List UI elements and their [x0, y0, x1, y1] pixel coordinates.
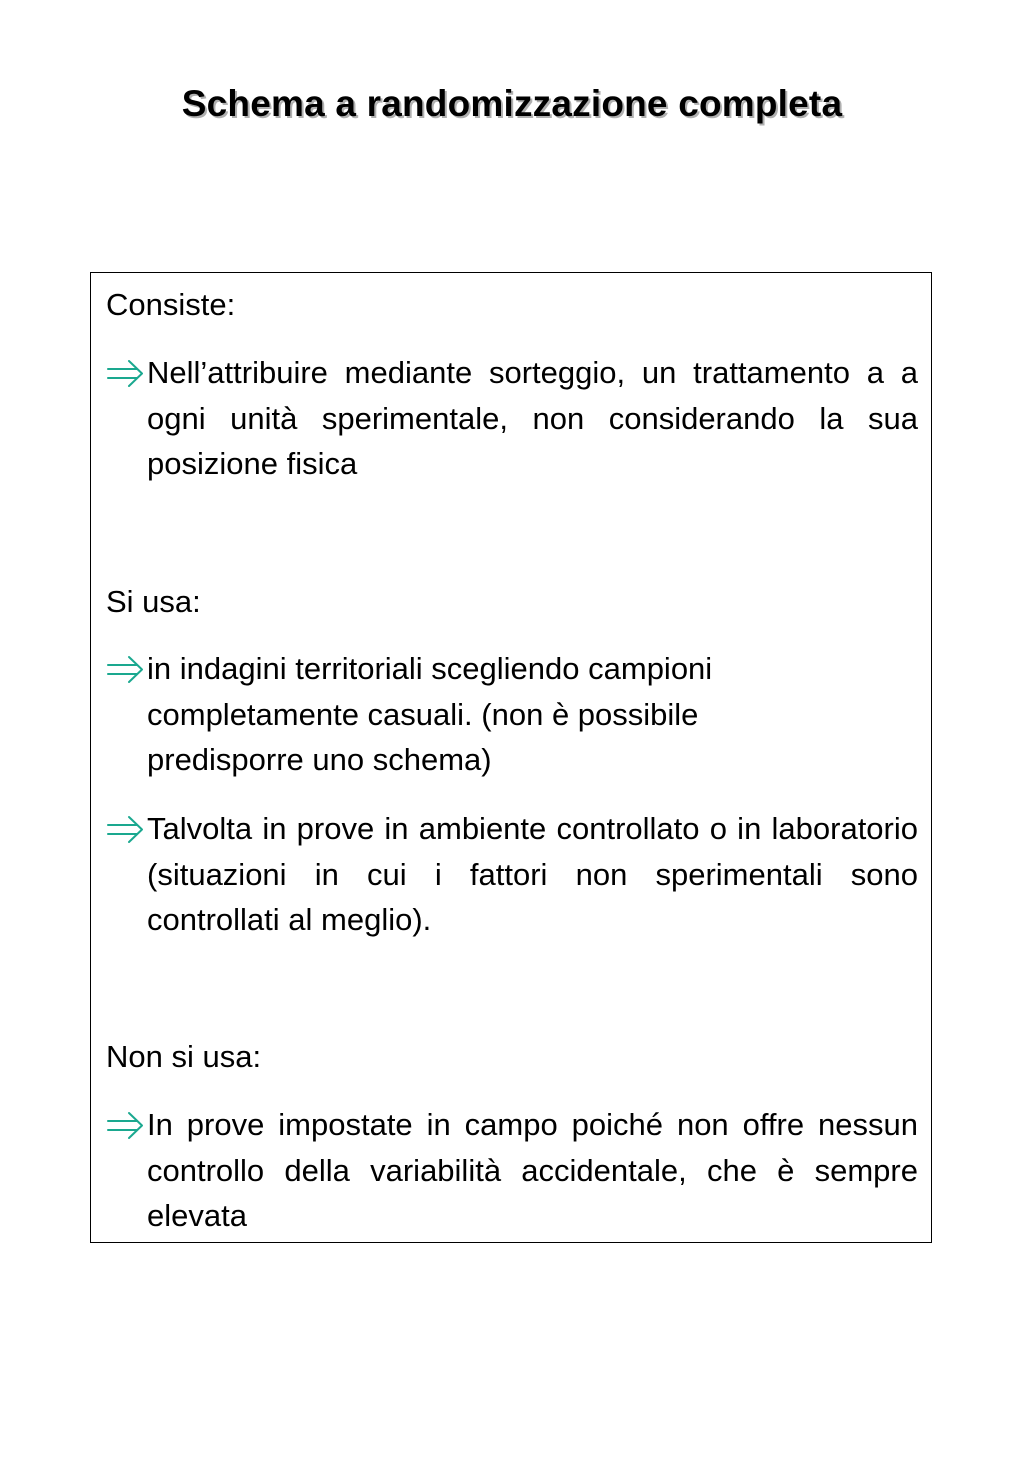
bullet-item: [106, 350, 918, 487]
bullet-text: Nell’attribuire mediante sorteggio, un trattamento a a ogni unità sperimentale, non considerando la sua posizione fisica: [147, 355, 918, 481]
bullet-item: [106, 806, 918, 943]
section-heading-non-si-usa: Non si usa:: [106, 1039, 262, 1074]
double-arrow-right-icon: [106, 649, 146, 689]
double-arrow-right-icon: [106, 353, 146, 393]
double-arrow-right-icon: [106, 1105, 146, 1145]
bullet-item: [106, 646, 918, 783]
bullet-item: [106, 1102, 918, 1239]
section-heading-consiste: Consiste:: [106, 287, 236, 322]
content-box: [90, 272, 932, 1243]
page-title: Schema a randomizzazione completa: [181, 83, 843, 124]
double-arrow-right-icon: [106, 809, 146, 849]
bullet-text: in indagini territoriali scegliendo campioni completamente casuali. (non è possibile predisporre uno schema): [147, 651, 713, 777]
bullet-text: In prove impostate in campo poiché non offre nessun controllo della variabilità accidentale, che è sempre elevata: [147, 1107, 918, 1233]
section-heading-si-usa: Si usa:: [106, 584, 201, 619]
bullet-text: Talvolta in prove in ambiente controllato o in laboratorio (situazioni in cui i fattori non sperimentali sono controllati al meglio).: [147, 811, 918, 937]
